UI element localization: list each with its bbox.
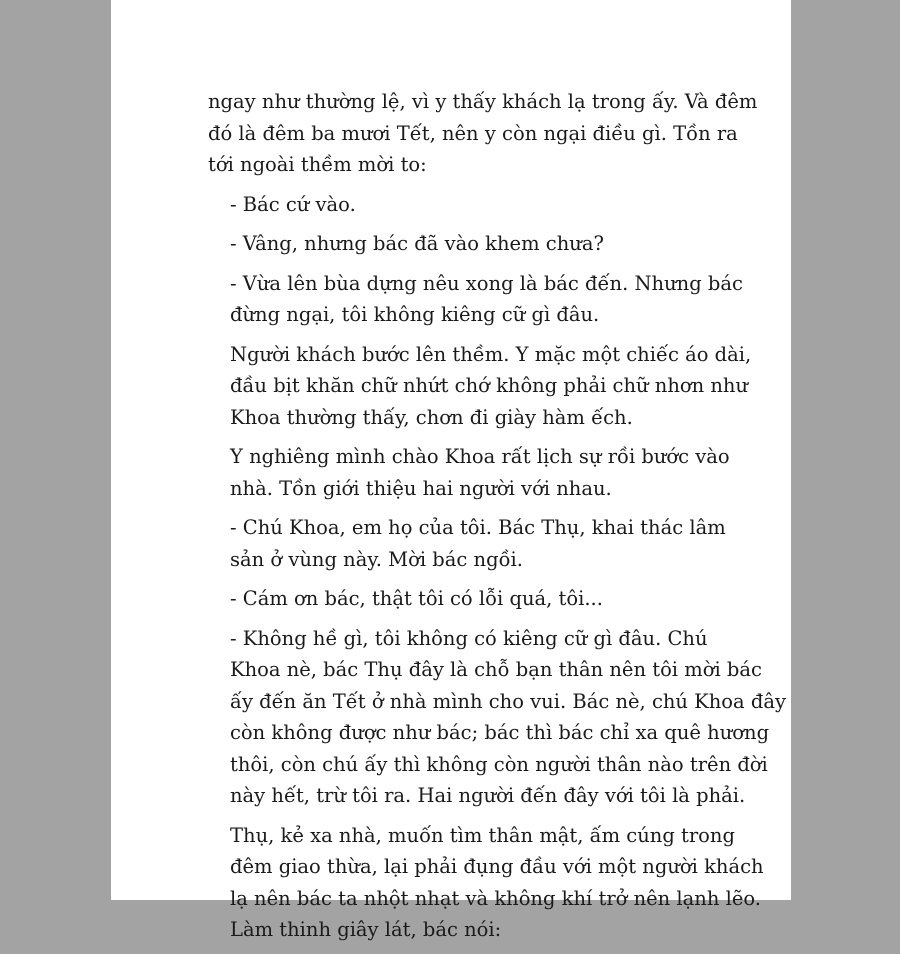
paragraph	[208, 268, 743, 331]
text-line: - Cám ơn bác, thật tôi có lỗi quá, tôi...	[230, 587, 603, 610]
paragraph	[208, 512, 726, 575]
text-line: này hết, trừ tôi ra. Hai người đến đây với tôi là phải.	[230, 784, 746, 807]
paragraph	[208, 228, 693, 260]
text-line: - Không hề gì, tôi không có kiêng cữ gì đâu. Chú	[230, 626, 708, 650]
paragraph	[208, 820, 764, 946]
text-line: ngay như thường lệ, vì y thấy khách lạ trong ấy. Và đêm	[208, 90, 758, 113]
paragraph	[208, 441, 730, 504]
paragraph	[208, 189, 693, 221]
text-line: sản ở vùng này. Mời bác ngồi.	[230, 547, 523, 571]
body-text	[208, 86, 786, 954]
text-line: tới ngoài thềm mời to:	[208, 153, 427, 176]
text-line: Thụ, kẻ xa nhà, muốn tìm thân mật, ấm cúng trong	[230, 823, 735, 847]
text-line: đầu bịt khăn chữ nhứt chớ không phải chữ nhơn như	[230, 374, 749, 397]
text-line: thôi, còn chú ấy thì không còn người thân nào trên đời	[230, 752, 768, 776]
text-line: ấy đến ăn Tết ở nhà mình cho vui. Bác nè, chú Khoa đây	[230, 689, 786, 713]
paragraph	[208, 623, 786, 812]
text-line: Khoa thường thấy, chơn đi giày hàm ếch.	[230, 405, 633, 429]
paragraph	[208, 339, 752, 434]
text-line: lạ nên bác ta nhột nhạt và không khí trở nên lạnh lẽo.	[230, 886, 761, 910]
text-line: đừng ngại, tôi không kiêng cữ gì đâu.	[230, 303, 600, 326]
text-line: Y nghiêng mình chào Khoa rất lịch sự rồi bước vào	[230, 445, 730, 468]
paragraph	[208, 86, 758, 181]
text-line: - Bác cứ vào.	[230, 192, 356, 216]
text-line: còn không được như bác; bác thì bác chỉ xa quê hương	[230, 721, 770, 744]
text-line: Người khách bước lên thềm. Y mặc một chiếc áo dài,	[230, 342, 752, 366]
book-page	[111, 0, 791, 941]
text-line: - Chú Khoa, em họ của tôi. Bác Thụ, khai thác lâm	[230, 516, 726, 539]
text-line: - Vừa lên bùa dựng nêu xong là bác đến. Nhưng bác	[230, 271, 743, 295]
text-line: Khoa nè, bác Thụ đây là chỗ bạn thân nên tôi mời bác	[230, 658, 762, 681]
text-line: nhà. Tồn giới thiệu hai người với nhau.	[230, 476, 612, 500]
paragraph	[208, 583, 693, 615]
text-line: đó là đêm ba mươi Tết, nên y còn ngại điều gì. Tồn ra	[208, 121, 738, 145]
text-line: - Vâng, nhưng bác đã vào khem chưa?	[230, 232, 604, 255]
text-line: đêm giao thừa, lại phải đụng đầu với một người khách	[230, 855, 764, 878]
text-line: Làm thinh giây lát, bác nói:	[230, 918, 502, 941]
